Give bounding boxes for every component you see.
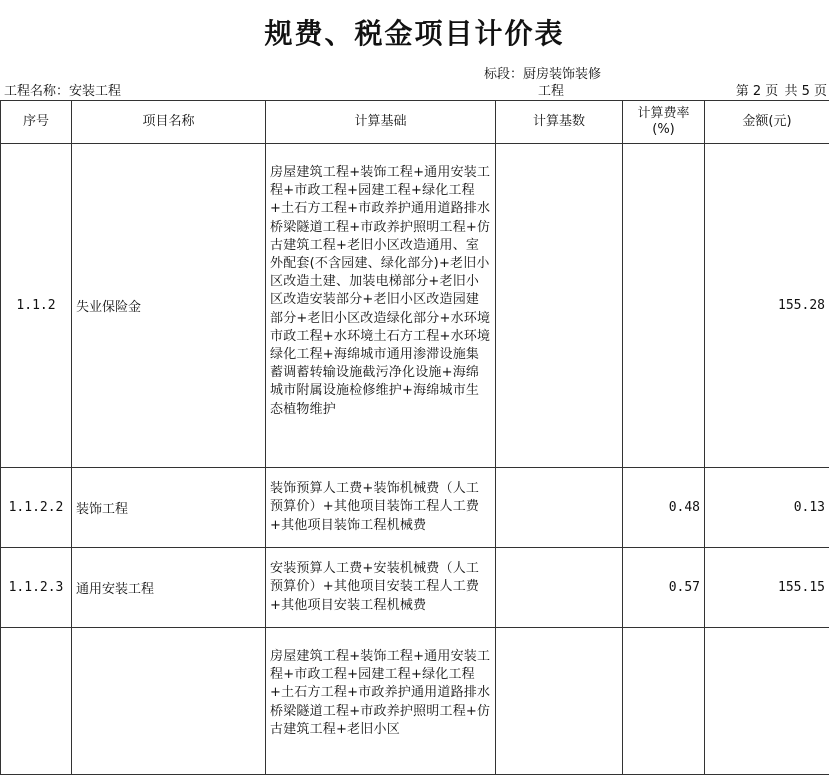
table-header-row [1,101,829,144]
row-basis: 房屋建筑工程+装饰工程+通用安装工程+市政工程+园建工程+绿化工程+土石方工程+市政养护通用道路排水桥梁隧道工程+市政养护照明工程+仿古建筑工程+老旧小区 [266,628,496,775]
project-name: 工程名称：安装工程 [4,84,121,100]
row-rate [623,144,705,468]
row-rate: 0.48 [623,468,705,548]
row-name: 通用安装工程 [72,548,266,628]
row-base [496,548,623,628]
page-indicator [734,84,827,100]
row-amount: 0.13 [705,468,829,548]
row-basis: 安装预算人工费+安装机械费（人工预算价）+其他项目安装工程人工费+其他项目安装工程机械费 [266,548,496,628]
row-base [496,628,623,775]
section-line-1: 标段：厨房装饰装修 [484,67,601,82]
row-amount [705,628,829,775]
fee-table [0,100,829,775]
table-row [1,548,829,628]
row-base [496,144,623,468]
col-header-index: 序号 [1,101,72,144]
row-code [1,628,72,775]
page-current: 第 2 页 [736,84,779,99]
row-basis: 房屋建筑工程+装饰工程+通用安装工程+市政工程+园建工程+绿化工程+土石方工程+市政养护通用道路排水桥梁隧道工程+市政养护照明工程+仿古建筑工程+老旧小区改造通用、室外配套(不含园建、绿化部分)+老旧小区改造土建、加装电梯部分+老旧小区改造安装部分+老旧小区改造园建部分+老旧小区改造绿化部分+水环境市政工程+水环境土石方工程+水环境绿化工程+海绵城市通用渗滞设施集蓄调蓄转输设施截污净化设施+海绵城市附属设施检修维护+海绵城市生态植物维护 [266,144,496,468]
page-total: 共 5 页 [784,84,827,99]
row-rate: 0.57 [623,548,705,628]
table-row [1,144,829,468]
row-rate [623,628,705,775]
row-basis: 装饰预算人工费+装饰机械费（人工预算价）+其他项目装饰工程人工费+其他项目装饰工程机械费 [266,468,496,548]
row-code: 1.1.2 [1,144,72,468]
col-header-rate: 计算费率(%) [623,101,705,144]
row-name: 失业保险金 [72,144,266,468]
table-row [1,468,829,548]
row-code: 1.1.2.3 [1,548,72,628]
section-line-2: 工程 [538,84,564,100]
row-code: 1.1.2.2 [1,468,72,548]
page-title: 规费、税金项目计价表 [0,12,829,52]
col-header-base: 计算基数 [496,101,623,144]
row-amount: 155.28 [705,144,829,468]
section-label [484,67,601,83]
col-header-name: 项目名称 [72,101,266,144]
row-base [496,468,623,548]
row-name: 装饰工程 [72,468,266,548]
row-name [72,628,266,775]
row-amount: 155.15 [705,548,829,628]
col-header-amount: 金额(元) [705,101,829,144]
col-header-basis: 计算基础 [266,101,496,144]
table-row [1,628,829,775]
